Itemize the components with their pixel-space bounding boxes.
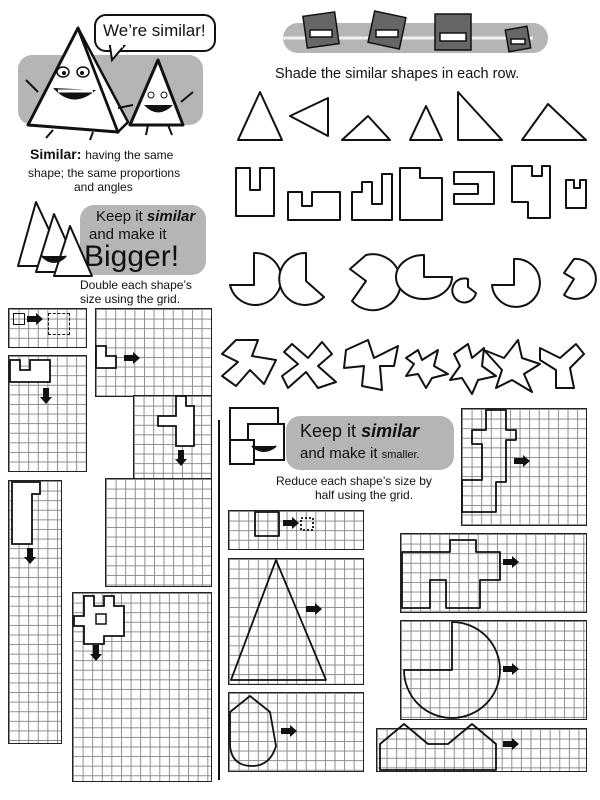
- triangle-2: [290, 98, 328, 136]
- propeller-7: [540, 344, 584, 388]
- smaller-banner-italic: similar: [361, 421, 420, 441]
- triangle-stack-illustration: [14, 196, 94, 286]
- bigger-banner-big: Bigger!: [84, 240, 180, 273]
- square-characters-illustration: [283, 8, 553, 58]
- smaller-banner-text-1: Keep it: [300, 421, 357, 441]
- pie-cut-7: [564, 259, 596, 299]
- pie-cut-5: [452, 278, 476, 302]
- shape-row-triangles: [230, 88, 590, 148]
- propeller-6: [484, 340, 540, 392]
- bigger-banner-text-2: and make it: [89, 226, 167, 243]
- bigger-instruction-1: Double each shape’s: [80, 278, 192, 292]
- propeller-1: [222, 340, 276, 386]
- definition-term: Similar:: [30, 146, 82, 162]
- smaller-instruction-2: half using the grid.: [315, 488, 414, 502]
- definition-text-2: shape; the same proportions: [28, 166, 181, 180]
- smaller-banner-text-2: and make it: [300, 445, 378, 462]
- arrow-right-icon: [27, 313, 43, 325]
- pie-cut-3: [350, 254, 401, 310]
- dashed-target-square: [301, 518, 313, 530]
- triangle-6: [522, 104, 586, 140]
- arrow-right-icon: [503, 738, 519, 750]
- zigzag-shape: [380, 724, 496, 770]
- triangle-1: [238, 92, 282, 140]
- shape-row-blocks: [232, 162, 592, 232]
- h-block-shape: [402, 540, 500, 608]
- bigger-banner-italic: similar: [146, 208, 196, 225]
- big-triangle-shape: [231, 560, 326, 680]
- bigger-title-line1: [96, 208, 195, 225]
- arrow-right-icon: [281, 725, 297, 737]
- definition-text-3: and angles: [74, 180, 133, 194]
- stair-large-shape: [462, 410, 516, 512]
- shade-task-instruction: Shade the similar shapes in each row.: [275, 66, 520, 82]
- speech-bubble-text: We’re similar!: [103, 21, 206, 40]
- square-shape: [255, 512, 279, 536]
- speech-bubble-tail: [110, 46, 130, 66]
- arrow-right-icon: [306, 603, 322, 615]
- arrow-right-icon: [124, 352, 140, 364]
- shape-row-pie-cuts: [224, 245, 594, 315]
- triangle-3: [342, 116, 390, 140]
- arrow-right-icon: [283, 517, 299, 529]
- smaller-banner-small: smaller.: [381, 449, 420, 461]
- block-shape-5: [454, 172, 494, 204]
- bigger-banner-text-1: Keep it: [96, 208, 143, 225]
- shape-row-propellers: [222, 336, 592, 396]
- block-shape-6: [512, 166, 550, 218]
- arrow-right-icon: [503, 556, 519, 568]
- propeller-3: [344, 340, 398, 390]
- pie-cut-1: [230, 253, 281, 305]
- block-shape-4: [400, 168, 442, 220]
- shield-shape: [230, 696, 276, 766]
- definition-text-1: having the same: [85, 148, 174, 162]
- pie-cut-6: [492, 259, 540, 307]
- l-shape: [96, 346, 116, 368]
- pie-cut-4: [396, 255, 452, 299]
- block-shape-1: [236, 168, 274, 216]
- definition-line1: [30, 146, 173, 162]
- triangle-4: [410, 106, 442, 140]
- arrow-right-icon: [503, 663, 519, 675]
- propeller-2: [282, 342, 336, 388]
- block-shape-3: [352, 174, 392, 220]
- block-shape-7: [566, 180, 586, 208]
- notch-shape: [10, 360, 50, 382]
- propeller-4: [406, 350, 448, 388]
- block-shape-2: [288, 192, 340, 220]
- pie-large-shape: [404, 622, 500, 718]
- smaller-instruction-1: Reduce each shape’s size by: [276, 474, 432, 488]
- arrow-right-icon: [514, 455, 530, 467]
- bigger-instruction-2: size using the grid.: [80, 292, 181, 306]
- triangle-5: [458, 92, 502, 140]
- pie-cut-2: [279, 253, 324, 305]
